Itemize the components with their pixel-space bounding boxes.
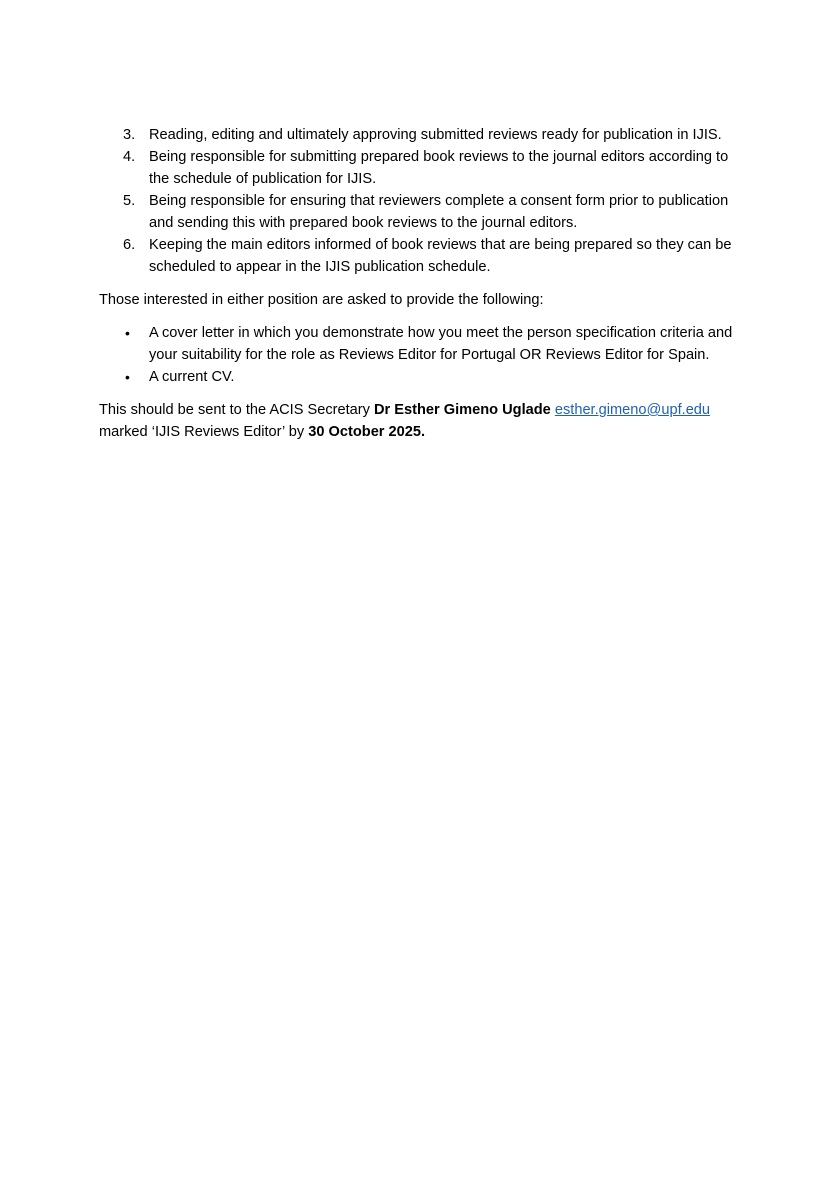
secretary-email-link[interactable]: esther.gimeno@upf.edu: [554, 402, 711, 418]
list-item: [99, 124, 739, 146]
list-number: 4.: [123, 149, 136, 165]
spacer: [99, 278, 739, 289]
list-item-text: A current CV.: [149, 369, 235, 385]
list-item: [99, 146, 739, 190]
bullet-icon: •: [125, 369, 130, 385]
list-number: 3.: [123, 127, 136, 143]
responsibilities-list: [99, 124, 739, 278]
list-item-text: Reading, editing and ultimately approving submitted reviews ready for publication in IJIS.: [149, 127, 722, 143]
list-item: [99, 234, 739, 278]
list-number: 6.: [123, 237, 136, 253]
list-item-text: Keeping the main editors informed of book reviews that are being prepared so they can be scheduled to appear in the IJIS publication schedule.: [149, 237, 732, 275]
document-body: [99, 124, 739, 443]
list-item-text: Being responsible for ensuring that reviewers complete a consent form prior to publication and sending this with prepared book reviews to the journal editors.: [149, 193, 729, 231]
intro-paragraph: Those interested in either position are asked to provide the following:: [99, 292, 544, 308]
list-item: [99, 322, 739, 366]
list-item: [99, 366, 739, 388]
deadline-date: 30 October 2025.: [308, 424, 426, 440]
requirements-list: [99, 322, 739, 388]
list-item-text: Being responsible for submitting prepared book reviews to the journal editors according to the schedule of publication for IJIS.: [149, 149, 729, 187]
spacer: [99, 388, 739, 399]
list-item-text: A cover letter in which you demonstrate how you meet the person specification criteria and your suitability for the role as Reviews Editor for Portugal OR Reviews Editor for Spain.: [149, 325, 733, 363]
secretary-name: Dr Esther Gimeno Uglade: [374, 402, 551, 418]
closing-middle: marked ‘IJIS Reviews Editor’ by: [99, 424, 309, 440]
list-item: [99, 190, 739, 234]
closing-prefix: This should be sent to the ACIS Secretary: [99, 402, 374, 418]
list-number: 5.: [123, 193, 136, 209]
spacer: [99, 311, 739, 322]
bullet-icon: •: [125, 325, 130, 341]
closing-paragraph: [99, 399, 739, 443]
